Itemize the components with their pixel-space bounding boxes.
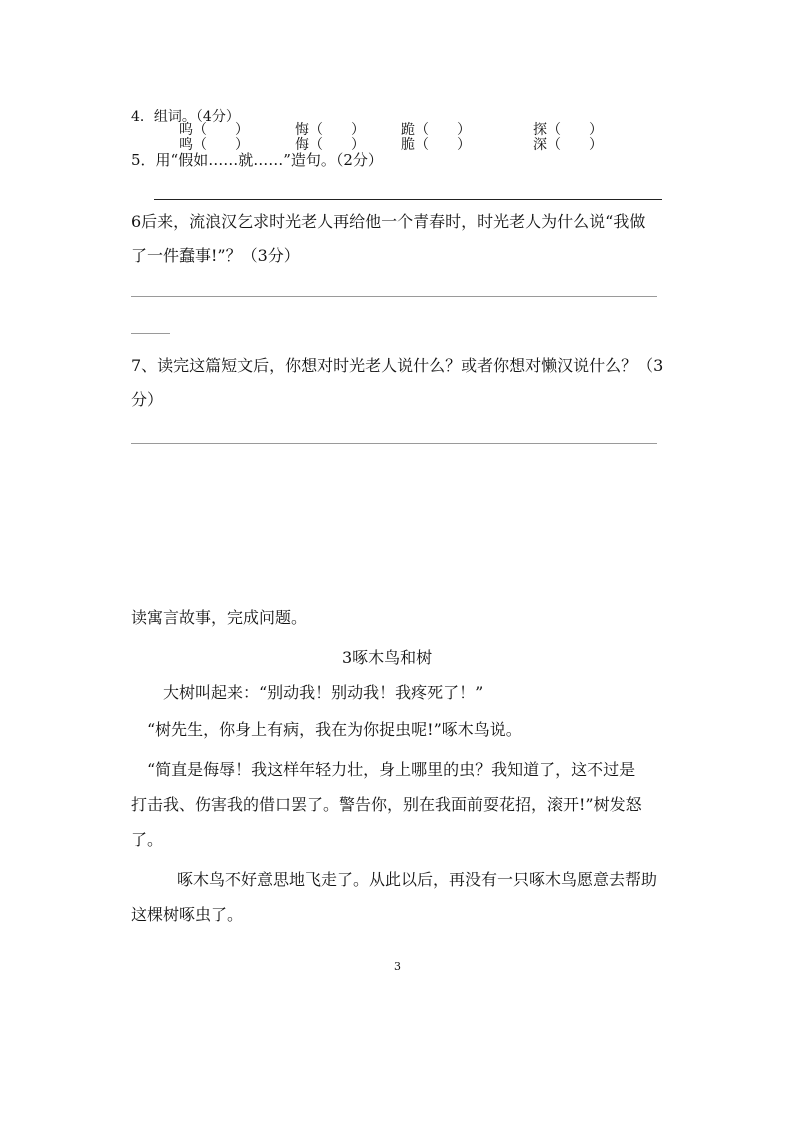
story-paragraph-4-line-1: 啄木鸟不好意思地飞走了。从此以后，再没有一只啄木鸟愿意去帮助 [177, 870, 658, 889]
story-paragraph-1: 大树叫起来：“别动我！别动我！我疼死了！” [163, 683, 484, 702]
q5-title: 5．用“假如……就……”造句。（2分） [131, 151, 383, 169]
section-intro: 读寓言故事，完成问题。 [131, 608, 308, 627]
q7-line-1: 7、读完这篇短文后，你想对时光老人说什么？或者你想对懒汉说什么？（3 [131, 356, 664, 375]
q4-word-6: 侮（ ） [295, 137, 365, 153]
page-number: 3 [394, 960, 401, 973]
q6-line-2: 了一件蠢事!”？（3分） [131, 246, 300, 265]
story-paragraph-2: “树先生，你身上有病，我在为你捉虫呢!”啄木鸟说。 [147, 720, 522, 739]
q4-word-5: 鸣（ ） [179, 137, 249, 153]
q4-word-3: 跪（ ） [401, 122, 471, 138]
q4-word-4: 探（ ） [533, 122, 603, 138]
story-title: 3啄木鸟和树 [342, 648, 433, 667]
q7-answer-line[interactable] [131, 443, 657, 444]
q6-answer-line-short[interactable] [131, 333, 170, 334]
story-paragraph-3-line-3: 了。 [131, 830, 164, 849]
story-paragraph-3-line-1: “简直是侮辱！我这样年轻力壮，身上哪里的虫？我知道了，这不过是 [147, 760, 636, 779]
q4-title: 4．组词。（4分） [131, 109, 240, 125]
q6-line-1: 6后来，流浪汉乞求时光老人再给他一个青春时，时光老人为什么说“我做 [131, 212, 646, 231]
story-paragraph-3-line-2: 打击我、伤害我的借口罢了。警告你，别在我面前耍花招，滚开!”树发怒 [131, 795, 642, 814]
q5-answer-line[interactable] [154, 199, 662, 200]
q7-line-2: 分） [131, 390, 164, 409]
q4-word-2: 悔（ ） [295, 122, 365, 138]
q4-word-7: 脆（ ） [401, 137, 471, 153]
q4-word-8: 深（ ） [533, 137, 603, 153]
story-paragraph-4-line-2: 这棵树啄虫了。 [131, 905, 244, 924]
q4-word-1: 呜（ ） [179, 122, 249, 138]
q6-answer-line[interactable] [131, 296, 657, 297]
